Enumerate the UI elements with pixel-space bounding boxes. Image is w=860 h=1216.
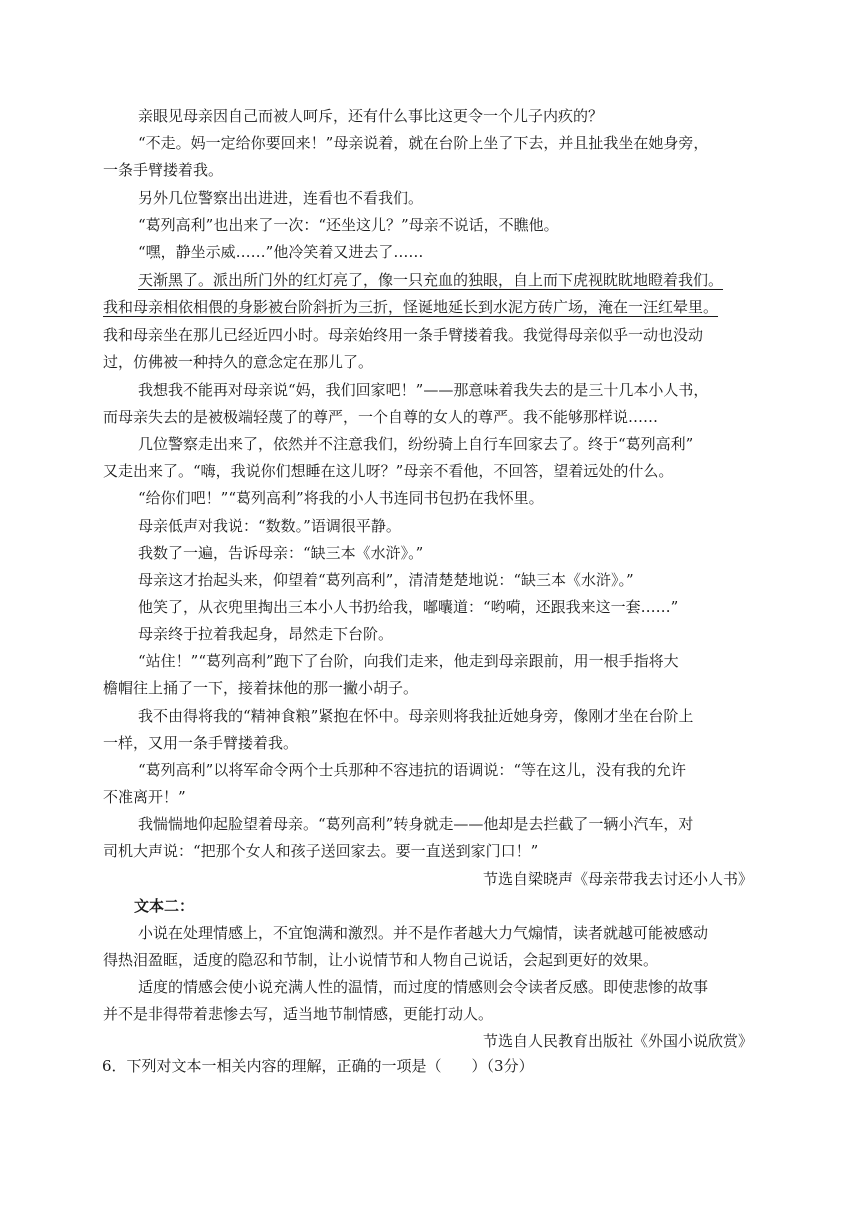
paragraph-line: “葛列高利”也出来了一次：“还坐这儿？”母亲不说话，不瞧他。 (138, 216, 559, 234)
paragraph-line: 又走出来了。“嗨，我说你们想睡在这儿呀？”母亲不看他，不回答，望着远处的什么。 (103, 462, 674, 480)
paragraph-line: 母亲终于拉着我起身，昂然走下台阶。 (138, 625, 394, 643)
paragraph-line: 我想我不能再对母亲说“妈，我们回家吧！”——那意味着我失去的是三十几本小人书， (138, 381, 709, 399)
paragraph-line: 过，仿佛被一种持久的意念定在那儿了。 (103, 353, 374, 371)
section-heading: 文本二： (134, 897, 195, 915)
paragraph-line: “给你们吧！”“葛列高利”将我的小人书连同书包扔在我怀里。 (138, 489, 544, 507)
paragraph-line: 一条手臂搂着我。 (103, 161, 224, 179)
paragraph-line: 我惴惴地仰起脸望着母亲。“葛列高利”转身就走——他却是去拦截了一辆小汽车，对 (138, 815, 694, 833)
underlined-line: 我和母亲相依相偎的身影被台阶斜折为三折，怪诞地延长到水泥方砖广场，淹在一汪红晕里。 (103, 298, 719, 316)
paragraph-line: 小说在处理情感上，不宜饱满和激烈。并不是作者越大力气煽情，读者就越可能被感动 (138, 924, 709, 942)
paragraph-line: 檐帽往上捅了一下，接着抹他的那一撇小胡子。 (103, 679, 419, 697)
paragraph-line: “不走。妈一定给你要回来！”母亲说着，就在台阶上坐了下去，并且扯我坐在她身旁， (138, 134, 709, 152)
paragraph-line: 母亲低声对我说：“数数。”语调很平静。 (138, 517, 401, 535)
paragraph-line: “站住！”“葛列高利”跑下了台阶，向我们走来，他走到母亲跟前，用一根手指将大 (138, 652, 679, 670)
paragraph-line: 不准离开！” (103, 788, 186, 806)
paragraph-line: 而母亲失去的是被极端轻蔑了的尊严，一个自尊的女人的尊严。我不能够那样说…… (103, 408, 659, 426)
paragraph-line: 母亲这才抬起头来，仰望着“葛列高利”，清清楚楚地说：“缺三本《水浒》。” (138, 571, 634, 589)
underlined-line: 天渐黑了。派出所门外的红灯亮了，像一只充血的独眼，自上而下虎视眈眈地瞪着我们。 (138, 271, 724, 289)
question-6: 6．下列对文本一相关内容的理解，正确的一项是（ ）（3分） (102, 1057, 534, 1075)
paragraph-line: 亲眼见母亲因自己而被人呵斥，还有什么事比这更令一个儿子内疚的？ (138, 107, 604, 125)
paragraph-line: 我不由得将我的“精神食粮”紧抱在怀中。母亲则将我扯近她身旁，像刚才坐在台阶上 (138, 707, 694, 725)
paragraph-line: “葛列高利”以将军命令两个士兵那种不容违抗的语调说：“等在这儿，没有我的允许 (138, 761, 687, 779)
paragraph-line: 司机大声说：“把那个女人和孩子送回家去。要一直送到家门口！” (103, 842, 539, 860)
paragraph-line: 几位警察走出来了，依然并不注意我们，纷纷骑上自行车回家去了。终于“葛列高利” (138, 435, 694, 453)
source-citation: 节选自人民教育出版社《外国小说欣赏》 (482, 1032, 753, 1050)
paragraph-line: 我数了一遍，告诉母亲：“缺三本《水浒》。” (138, 544, 424, 562)
paragraph-line: 他笑了，从衣兜里掏出三本小人书扔给我，嘟囔道：“哟嗬，还跟我来这一套……” (138, 598, 679, 616)
paragraph-line: 并不是非得带着悲惨去写，适当地节制情感，更能打动人。 (103, 1005, 494, 1023)
paragraph-line: 适度的情感会使小说充满人性的温情，而过度的情感则会令读者反感。即使悲惨的故事 (138, 978, 709, 996)
source-citation: 节选自梁晓声《母亲带我去讨还小人书》 (482, 870, 753, 888)
paragraph-line: 一样，又用一条手臂搂着我。 (103, 734, 299, 752)
paragraph-line: “嘿，静坐示威……”他冷笑着又进去了…… (138, 243, 424, 261)
paragraph-line: 得热泪盈眶，适度的隐忍和节制，让小说情节和人物自己说话，会起到更好的效果。 (103, 951, 659, 969)
paragraph-line: 我和母亲坐在那儿已经近四小时。母亲始终用一条手臂搂着我。我觉得母亲似乎一动也没动 (103, 326, 704, 344)
paragraph-line: 另外几位警察出出进进，连看也不看我们。 (138, 189, 424, 207)
